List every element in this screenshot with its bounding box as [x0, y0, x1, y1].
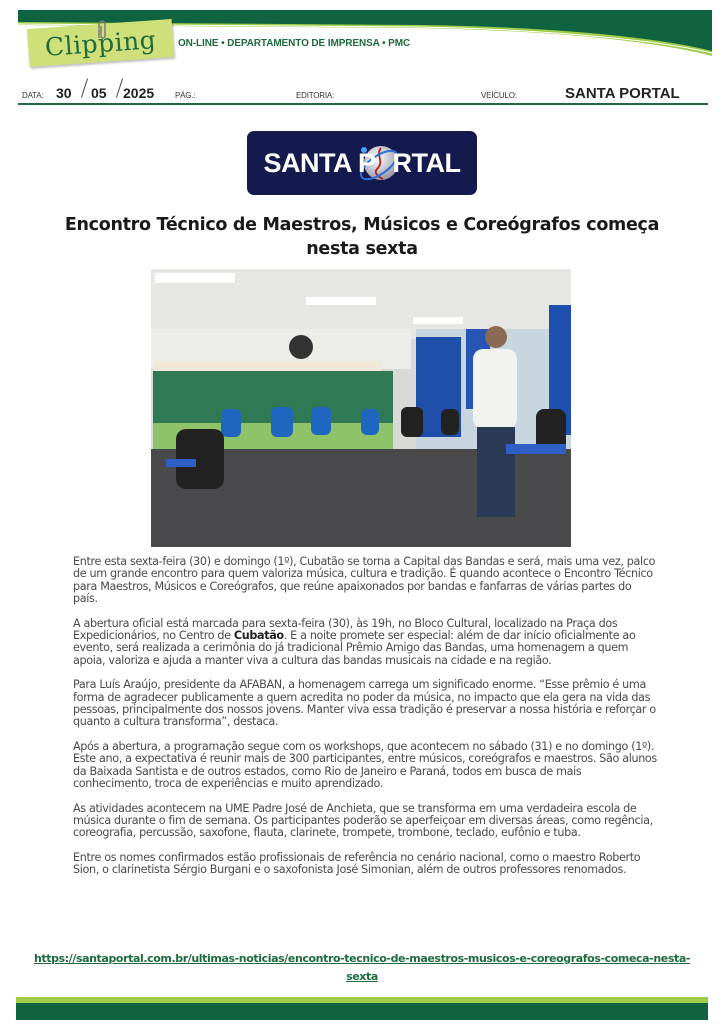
article-paragraph: Entre esta sexta-feira (30) e domingo (1º), Cubatão se torna a Capital das Bandas e será, mais uma vez, palco de um grande encontro para quem valoriza música, cultura e tradição. É quando acontece o Encontro Técnico para Maestros, Músicos e Coreógrafos, que reúne apaixonados por bandas e fanfarras de várias partes do país. — [73, 555, 656, 606]
article-title: Encontro Técnico de Maestros, Músicos e Coreógrafos começa nesta sexta — [64, 215, 660, 259]
source-url-link[interactable]: https://santaportal.com.br/ultimas-noticias/encontro-tecnico-de-maestros-musicos-e-coreografos-comeca-nesta-sexta — [33, 952, 691, 983]
article-body — [73, 556, 659, 889]
pag-label: PÁG.: — [175, 91, 196, 100]
date-month: 05 — [91, 85, 107, 101]
date-year: 2025 — [123, 85, 155, 101]
footer-dark-band — [16, 1003, 708, 1020]
article-photo — [151, 269, 571, 547]
article-paragraph: A abertura oficial está marcada para sexta-feira (30), às 19h, no Bloco Cultural, localizado na Praça dos Expedicionários, no Centro de Cubatão. E a noite promete ser especial: além de dar início oficialmente ao evento, será realizada a cerimônia do já tradicional Prêmio Amigo das Bandas, uma homenagem a quem apoia, valoriza e ajuda a manter viva a cultura das bandas musicais na cidade e na região. — [73, 616, 636, 667]
date-separator — [81, 78, 88, 97]
paperclip-icon — [95, 18, 109, 42]
article-paragraph: Após a abertura, a programação segue com os workshops, que acontecem no sábado (31) e no domingo (1º). Este ano, a expectativa é reunir mais de 300 participantes, entre músicos, coreógrafos e maestros. São alunos da Baixada Santista e de outros estados, como Rio de Janeiro e Paraná, todos em busca de mais conhecimento, troca de experiências e muito aprendizado. — [73, 739, 657, 791]
article-paragraph: Entre os nomes confirmados estão profissionais de referência no cenário nacional, como o maestro Roberto Sion, o clarinetista Sérgio Burgani e o saxofonista José Simonian, além de outros professores renomados. — [73, 850, 641, 877]
article-paragraph: Para Luís Araújo, presidente da AFABAN, a homenagem carrega um significado enorme. “Esse prêmio é uma forma de agradecer publicamente a quem acredita no poder da música, no impacto que ela gera na vida das pessoas, principalmente dos nossos jovens. Manter viva essa tradição é preservar a nossa história e reforçar o quanto a cultura transforma”, destaca. — [73, 678, 656, 729]
clipping-badge-text: Clipping — [43, 24, 157, 62]
header-subtitle: ON-LINE • DEPARTAMENTO DE IMPRENSA • PMC — [178, 38, 411, 49]
logo-text: SANTA P RTAL — [263, 147, 461, 178]
article-paragraph: As atividades acontecem na UME Padre José de Anchieta, que se transforma em uma verdadeira escola de música durante o fim de semana. Os participantes poderão se aperfeiçoar em diversas áreas, como regência, coreografia, percussão, saxofone, flauta, clarinete, trompete, trombone, teclado, eufônio e tuba. — [73, 801, 653, 840]
date-separator — [116, 78, 123, 97]
veiculo-value: SANTA PORTAL — [565, 85, 680, 102]
meta-divider — [18, 103, 708, 105]
photo-band-rehearsal-icon — [151, 269, 571, 547]
date-day: 30 — [56, 85, 72, 101]
clipping-meta-row — [22, 80, 706, 104]
santa-portal-logo — [247, 131, 477, 195]
bold-city-name: Cubatão — [233, 629, 284, 643]
editoria-label: EDITORIA: — [296, 91, 335, 100]
data-label: DATA: — [22, 91, 44, 100]
veiculo-label: VEÍCULO: — [481, 91, 517, 100]
